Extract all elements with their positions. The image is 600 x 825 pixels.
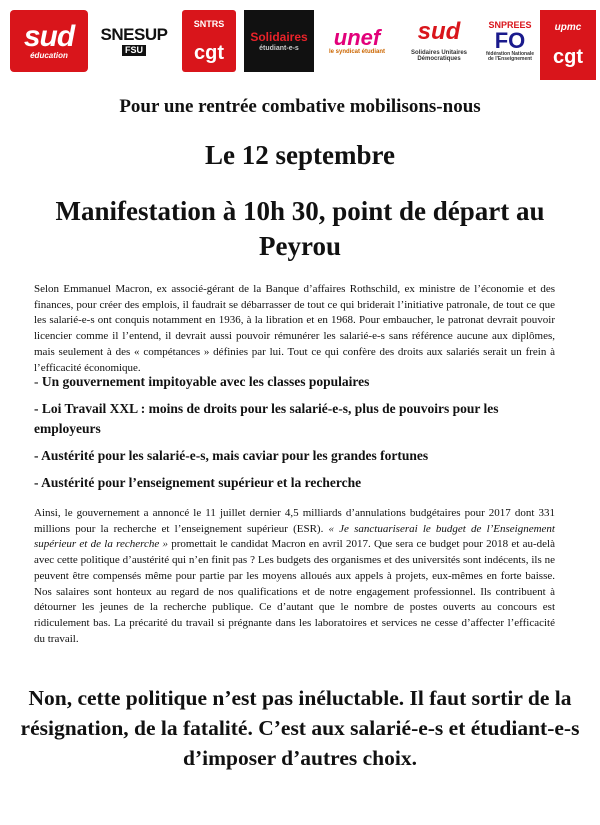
- bullet-item: - Austérité pour l’enseignement supérieur et la recherche: [34, 475, 362, 490]
- sntrs-cgt-logo: SNTRS cgt: [182, 10, 236, 72]
- conclusion-statement: Non, cette politique n’est pas inéluctable. Il faut sortir de la résignation, de la fatalité. C’est aux salarié-e-s et étudiant-e-s d’imposer d’autres choix.: [20, 686, 580, 770]
- main-title: Manifestation à 10h 30, point de départ au Peyrou: [55, 196, 545, 261]
- bullet-list: [34, 372, 555, 500]
- unef-logo: unef le syndicat étudiant: [320, 10, 394, 72]
- sud-education-logo: sud éducation: [10, 10, 88, 72]
- subtitle: Pour une rentrée combative mobilisons-nous: [119, 96, 481, 117]
- budget-paragraph: Ainsi, le gouvernement a annoncé le 11 juillet dernier 4,5 milliards d’annulations budgétaires pour 2017 dont 331 millions pour la recherche et l’enseignement supérieur (ESR). « Je sanctuariserai le budget de l’Enseignement supérieur et de la recherche » promettait le candidat Macron en avril 2017. Que sera ce budget pour 2018 et au-delà avec cette politique d’austérité qui n’en finit pas ? Les budgets des organismes et des universités sont indécents, ils ne peuvent être compensés même pour partie par les moyens alloués aux appels à projets, eux-mêmes en forte baisse. Nos salaires sont honteux au regard de nos qualifications et de notre engagement professionnel. Ils contribuent à détourner les jeunes de la recherche publique. Ce d’autant que le nombre de postes ouverts au concours est ridiculement bas. La précarité du travail si prégnante dans les laboratoires et services ne cesse d’affecter l’efficacité du travail.: [34, 507, 555, 645]
- macron-quote: « Je sanctuariserai le budget de l’Enseignement supérieur et de la recherche »: [34, 522, 555, 551]
- solidaires-etudiants-logo: Solidaires étudiant-e-s: [244, 10, 314, 72]
- bullet-item: - Austérité pour les salarié-e-s, mais caviar pour les grandes fortunes: [34, 448, 429, 463]
- snprees-fo-logo: SNPREES FO fédération Nationale de l'Enseignement: [484, 10, 536, 72]
- date-title: Le 12 septembre: [205, 140, 395, 170]
- bullet-item: - Loi Travail XXL : moins de droits pour les salarié-e-s, plus de pouvoirs pour les employeurs: [34, 401, 499, 436]
- union-logo-strip: [0, 4, 600, 84]
- bullet-item: - Un gouvernement impitoyable avec les classes populaires: [34, 374, 370, 389]
- snesup-fsu-logo: SNESUP FSU: [94, 10, 174, 72]
- intro-paragraph: Selon Emmanuel Macron, ex associé-gérant de la Banque d’affaires Rothschild, ex ministre de l’économie et des finances, pour créer des emplois, il faudrait se débarrasser de tout ce qui briderait l’initiative patronale, de tout ce que les salarié-e-s ont conquis notamment en 1936, à la libration et en 1968. Pour embaucher, le patronat devrait pouvoir licencier comme il l’entend, il devrait aussi pouvoir rémunérer les salarié-e-s sans référence aucune aux diplômes, mais seulement à des « compétances » définies par lui. Tout ce qui confère des droits aux salariés serait un frein à l’efficacité économique.: [34, 283, 555, 374]
- upmc-cgt-logo: upmc cgt: [540, 10, 596, 80]
- sud-etudiant-logo: sud Solidaires Unitaires Démocratiques: [398, 10, 480, 72]
